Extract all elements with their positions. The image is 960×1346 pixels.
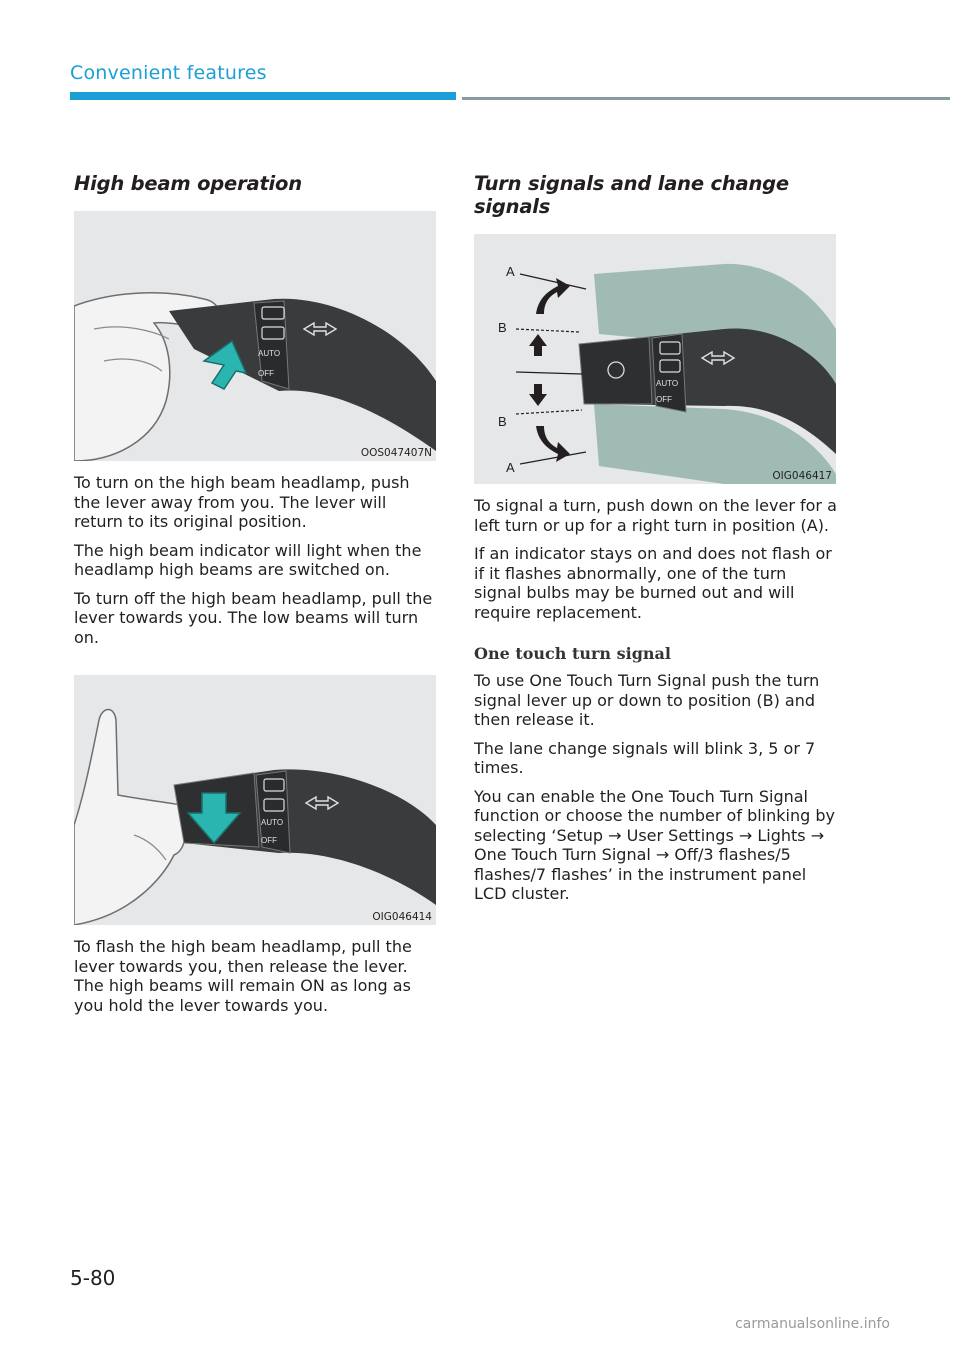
figure-code: OOS047407N bbox=[360, 447, 432, 459]
paragraph: To turn off the high beam headlamp, pull the lever towards you. The low beams will turn on. bbox=[74, 588, 433, 647]
paragraph: To signal a turn, push down on the lever for a left turn or up for a right turn in position (A). bbox=[474, 496, 837, 535]
header-rule bbox=[462, 97, 950, 100]
lever-flash-illustration bbox=[74, 675, 436, 925]
turn-signal-text bbox=[474, 496, 838, 622]
flash-text bbox=[74, 937, 438, 1015]
page-number: 5-80 bbox=[70, 1266, 116, 1290]
high-beam-text bbox=[74, 473, 438, 647]
auto-label: AUTO bbox=[261, 818, 284, 827]
paragraph: You can enable the One Touch Turn Signal function or choose the number of blinking by selecting ‘Setup → User Settings → Lights → One Touch Turn Signal → Off/3 flashes/5 flashes/7 flashes’ in the instrument panel LCD cluster. bbox=[474, 786, 835, 903]
figure-code: OIG046417 bbox=[772, 470, 832, 482]
up-arrow-icon bbox=[529, 334, 547, 356]
one-touch-text bbox=[474, 671, 838, 904]
off-label: OFF bbox=[258, 369, 274, 378]
watermark-link[interactable]: carmanualsonline.info bbox=[735, 1316, 890, 1332]
section-title: Convenient features bbox=[70, 62, 267, 84]
off-label: OFF bbox=[656, 395, 672, 404]
figure-code: OIG046414 bbox=[372, 911, 432, 923]
curved-down-arrow-icon bbox=[536, 426, 570, 462]
position-b-bottom-label: B bbox=[498, 414, 507, 429]
position-b-top-label: B bbox=[498, 320, 507, 335]
header-rule-accent bbox=[70, 92, 456, 100]
paragraph: The lane change signals will blink 3, 5 or 7 times. bbox=[474, 738, 816, 777]
turn-signal-illustration bbox=[474, 234, 836, 484]
high-beam-push-figure bbox=[74, 211, 436, 461]
one-touch-heading: One touch turn signal bbox=[474, 644, 671, 663]
paragraph: If an indicator stays on and does not flash or if it flashes abnormally, one of the turn signal bulbs may be burned out and will require replacement. bbox=[474, 544, 832, 622]
auto-label: AUTO bbox=[258, 349, 281, 358]
high-beam-heading: High beam operation bbox=[74, 172, 302, 195]
paragraph: To use One Touch Turn Signal push the turn signal lever up or down to position (B) and then release it. bbox=[474, 671, 820, 729]
down-arrow-icon bbox=[529, 384, 547, 406]
position-a-bottom-label: A bbox=[506, 460, 515, 475]
lever-push-illustration bbox=[74, 211, 436, 461]
curved-up-arrow-icon bbox=[536, 278, 570, 314]
off-label: OFF bbox=[261, 836, 277, 845]
paragraph: The high beam indicator will light when the headlamp high beams are switched on. bbox=[74, 540, 422, 579]
high-beam-flash-figure bbox=[74, 675, 436, 925]
right-column bbox=[474, 172, 838, 913]
paragraph: To turn on the high beam headlamp, push the lever away from you. The lever will return to its original position. bbox=[74, 473, 410, 531]
position-a-top-label: A bbox=[506, 264, 515, 279]
left-column bbox=[74, 172, 438, 1024]
turn-signal-figure bbox=[474, 234, 836, 484]
auto-label: AUTO bbox=[656, 379, 679, 388]
turn-signals-heading: Turn signals and lane change signals bbox=[474, 172, 789, 218]
paragraph: To flash the high beam headlamp, pull the lever towards you, then release the lever. The high beams will remain ON as long as you hold the lever towards you. bbox=[74, 937, 412, 1015]
